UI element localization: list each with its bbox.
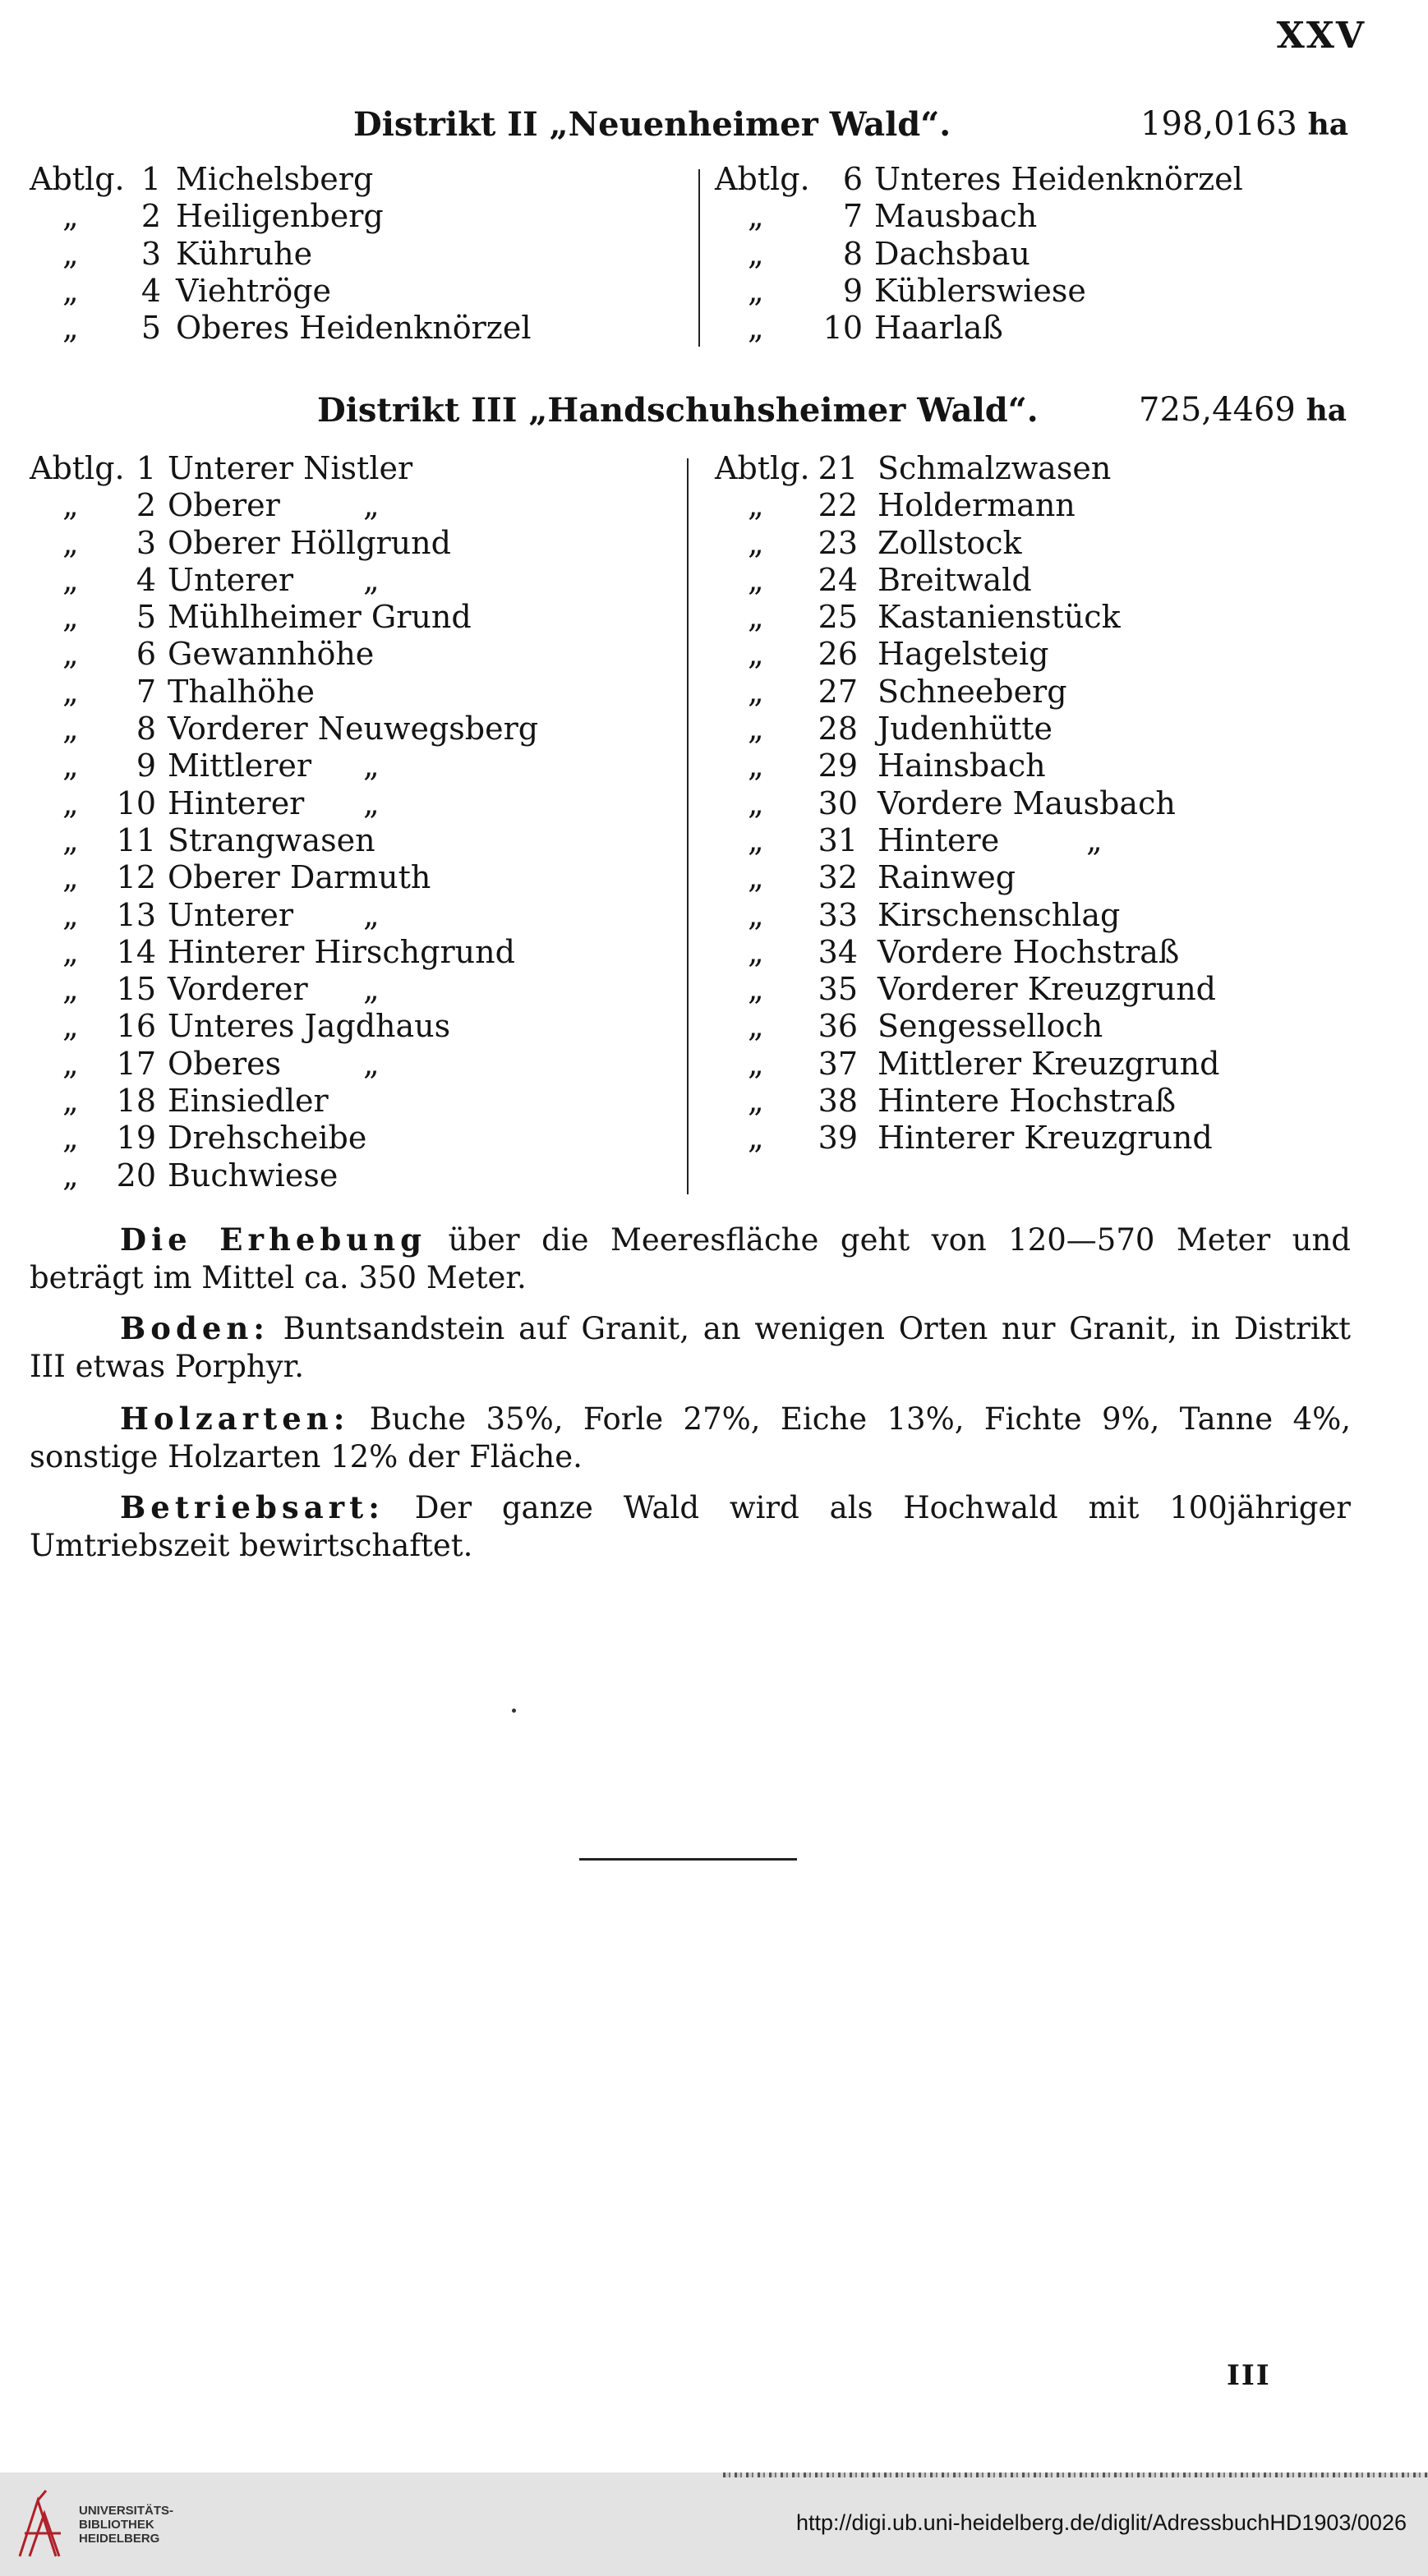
section-name: Holdermann <box>878 487 1076 524</box>
library-name: UNIVERSITÄTS- BIBLIOTHEK HEIDELBERG <box>79 2504 174 2546</box>
section-number: 8 <box>842 235 863 272</box>
row-prefix: „ <box>748 859 764 896</box>
source-url[interactable]: http://digi.ub.uni-heidelberg.de/diglit/AdressbuchHD1903/0026 <box>795 2510 1407 2535</box>
paragraph-wood-types: Holzarten: Buche 35%, Forle 27%, Eiche 13%, Fichte 9%, Tanne 4%, sonstige Holzarten 12% der Fläche. <box>30 1401 1351 1474</box>
section-row <box>30 1083 687 1120</box>
district-2-heading <box>0 105 1428 154</box>
section-name: Hinterer Kreuzgrund <box>878 1120 1213 1157</box>
section-row <box>30 1157 687 1194</box>
section-row <box>30 599 687 636</box>
section-name: Rainweg <box>878 859 1016 896</box>
row-prefix: „ <box>748 310 764 347</box>
section-row <box>715 971 1372 1008</box>
row-prefix: „ <box>748 524 764 561</box>
section-number: 3 <box>136 524 156 561</box>
row-prefix: „ <box>62 859 79 896</box>
section-row <box>30 934 687 971</box>
row-prefix: „ <box>62 821 79 858</box>
row-prefix: „ <box>62 310 79 347</box>
section-name: Breitwald <box>878 561 1032 598</box>
district-2-title: Distrikt II „Neuenheimer Wald“. <box>353 105 951 144</box>
section-number: 25 <box>818 599 858 636</box>
ditto-mark: „ <box>363 487 380 524</box>
section-name: Unteres Heidenknörzel <box>874 161 1243 197</box>
row-prefix: Abtlg. <box>30 161 125 197</box>
section-name: Zollstock <box>878 524 1022 561</box>
row-prefix: „ <box>748 748 764 784</box>
section-name: Vordere Hochstraß <box>878 933 1180 970</box>
section-row <box>30 785 687 822</box>
row-prefix: „ <box>748 673 764 710</box>
section-row <box>715 599 1372 636</box>
section-name: Kühruhe <box>176 235 313 272</box>
section-number: 2 <box>136 487 156 524</box>
row-prefix: „ <box>748 1083 764 1120</box>
section-number: 8 <box>136 711 156 748</box>
scan-edge <box>723 2472 1428 2477</box>
section-number: 6 <box>136 636 156 673</box>
section-number: 36 <box>818 1008 858 1045</box>
row-prefix: „ <box>748 971 764 1008</box>
section-name: Unterer Nistler <box>168 450 413 486</box>
section-number: 4 <box>140 272 161 309</box>
ditto-mark: „ <box>363 784 380 821</box>
section-number: 19 <box>116 1120 156 1157</box>
section-row <box>30 161 687 198</box>
row-prefix: „ <box>748 821 764 858</box>
section-number: 17 <box>116 1045 156 1082</box>
section-row <box>30 1046 687 1083</box>
section-row <box>715 1120 1372 1157</box>
section-number: 12 <box>116 859 156 896</box>
section-number: 24 <box>818 561 858 598</box>
row-prefix: „ <box>748 599 764 636</box>
section-number: 20 <box>116 1157 156 1194</box>
section-row <box>30 674 687 711</box>
section-name: Strangwasen <box>168 821 375 858</box>
row-prefix: „ <box>62 1008 79 1045</box>
section-number: 3 <box>140 235 161 272</box>
section-name: Hinterer <box>168 784 305 821</box>
section-row <box>715 487 1372 524</box>
section-number: 23 <box>818 524 858 561</box>
section-number: 31 <box>818 821 858 858</box>
section-name: Hagelsteig <box>878 636 1049 673</box>
row-prefix: „ <box>62 272 79 309</box>
section-name: Mühlheimer Grund <box>168 599 472 636</box>
section-row <box>715 748 1372 784</box>
section-row <box>715 525 1372 562</box>
section-name: Mittlerer <box>168 748 312 784</box>
section-name: Vorderer <box>168 971 308 1008</box>
section-row <box>715 785 1372 822</box>
section-number: 15 <box>116 971 156 1008</box>
section-name: Oberer Darmuth <box>168 859 431 896</box>
column-divider <box>687 458 689 1194</box>
section-name: Vordere Mausbach <box>878 784 1176 821</box>
page-number: XXV <box>1276 15 1366 57</box>
library-logo-icon <box>13 2484 85 2563</box>
section-row <box>30 748 687 784</box>
ditto-mark: „ <box>1086 821 1103 858</box>
section-number: 6 <box>842 161 863 197</box>
section-name: Gewannhöhe <box>168 636 375 673</box>
section-row <box>715 822 1372 859</box>
section-row <box>715 198 1372 235</box>
section-number: 7 <box>842 198 863 235</box>
row-prefix: „ <box>748 1008 764 1045</box>
row-prefix: „ <box>62 524 79 561</box>
section-number: 18 <box>116 1083 156 1120</box>
section-name: Buchwiese <box>168 1157 339 1194</box>
section-row <box>715 161 1372 198</box>
section-name: Oberer Höllgrund <box>168 524 451 561</box>
section-number: 33 <box>818 896 858 933</box>
section-number: 9 <box>136 748 156 784</box>
sheet-mark: III <box>1227 2359 1271 2392</box>
row-prefix: „ <box>748 711 764 748</box>
section-name: Oberes Heidenknörzel <box>176 310 532 347</box>
section-name: Oberes <box>168 1045 282 1082</box>
row-prefix: „ <box>62 784 79 821</box>
section-row <box>715 934 1372 971</box>
section-number: 1 <box>140 161 161 197</box>
row-prefix: „ <box>748 933 764 970</box>
section-number: 11 <box>116 821 156 858</box>
ditto-mark: „ <box>363 971 380 1008</box>
section-row <box>715 1008 1372 1045</box>
section-name: Dachsbau <box>874 235 1030 272</box>
row-prefix: „ <box>748 235 764 272</box>
section-number: 32 <box>818 859 858 896</box>
section-number: 9 <box>842 272 863 309</box>
section-name: Judenhütte <box>878 711 1053 748</box>
row-prefix: Abtlg. <box>715 161 810 197</box>
section-row <box>30 562 687 599</box>
section-row <box>30 822 687 859</box>
section-name: Unterer <box>168 561 294 598</box>
row-prefix: „ <box>62 1083 79 1120</box>
section-row <box>30 310 687 347</box>
section-row <box>30 236 687 273</box>
section-row <box>715 636 1372 673</box>
paragraph-soil: Boden: Buntsandstein auf Granit, an wenigen Orten nur Granit, in Distrikt III etwas Porphyr. <box>30 1310 1351 1384</box>
section-name: Haarlaß <box>874 310 1003 347</box>
section-row <box>30 525 687 562</box>
section-number: 1 <box>136 450 156 486</box>
row-prefix: „ <box>748 784 764 821</box>
section-row <box>715 450 1372 487</box>
row-prefix: „ <box>748 636 764 673</box>
section-number: 10 <box>822 310 863 347</box>
row-prefix: „ <box>62 561 79 598</box>
section-row <box>715 897 1372 934</box>
row-prefix: „ <box>62 599 79 636</box>
row-prefix: „ <box>748 561 764 598</box>
row-prefix: „ <box>62 198 79 235</box>
section-name: Michelsberg <box>176 161 374 197</box>
district-2-right-list <box>715 161 1372 347</box>
section-number: 16 <box>116 1008 156 1045</box>
section-number: 38 <box>818 1083 858 1120</box>
section-number: 10 <box>116 784 156 821</box>
row-prefix: „ <box>748 198 764 235</box>
section-row <box>715 236 1372 273</box>
section-row <box>30 450 687 487</box>
district-3-right-list <box>715 450 1372 1157</box>
row-prefix: „ <box>62 711 79 748</box>
row-prefix: „ <box>748 1120 764 1157</box>
ditto-mark: „ <box>363 748 380 784</box>
row-prefix: Abtlg. <box>30 450 125 486</box>
district-3-area: 725,4469 ha <box>1139 391 1347 429</box>
section-row <box>715 562 1372 599</box>
section-number: 27 <box>818 673 858 710</box>
section-row <box>30 711 687 748</box>
section-name: Kastanienstück <box>878 599 1121 636</box>
section-number: 39 <box>818 1120 858 1157</box>
section-name: Drehscheibe <box>168 1120 367 1157</box>
section-number: 30 <box>818 784 858 821</box>
section-name: Hintere <box>878 821 1000 858</box>
section-row <box>30 1008 687 1045</box>
row-prefix: „ <box>62 933 79 970</box>
row-prefix: „ <box>748 896 764 933</box>
section-row <box>715 1046 1372 1083</box>
section-row <box>30 487 687 524</box>
section-row <box>715 273 1372 310</box>
district-3-heading <box>0 391 1428 440</box>
district-2-area: 198,0163 ha <box>1140 105 1349 143</box>
section-row <box>715 711 1372 748</box>
section-name: Schmalzwasen <box>878 450 1112 486</box>
section-row <box>715 674 1372 711</box>
section-name: Sengesselloch <box>878 1008 1103 1045</box>
section-number: 28 <box>818 711 858 748</box>
district-3-left-list <box>30 450 687 1194</box>
section-name: Unteres Jagdhaus <box>168 1008 451 1045</box>
district-3-title: Distrikt III „Handschuhsheimer Wald“. <box>317 391 1039 430</box>
section-name: Unterer <box>168 896 294 933</box>
section-rule <box>579 1858 797 1861</box>
section-row <box>30 1120 687 1157</box>
section-number: 21 <box>818 450 858 486</box>
section-name: Oberer <box>168 487 280 524</box>
row-prefix: „ <box>62 896 79 933</box>
section-row <box>30 859 687 896</box>
row-prefix: „ <box>62 673 79 710</box>
row-prefix: „ <box>62 1120 79 1157</box>
section-row <box>715 310 1372 347</box>
section-number: 7 <box>136 673 156 710</box>
section-number: 2 <box>140 198 161 235</box>
section-name: Schneeberg <box>878 673 1067 710</box>
section-row <box>30 636 687 673</box>
section-name: Vorderer Kreuzgrund <box>878 971 1217 1008</box>
section-number: 34 <box>818 933 858 970</box>
section-name: Viehtröge <box>176 272 332 309</box>
section-name: Vorderer Neuwegsberg <box>168 711 539 748</box>
section-name: Hintere Hochstraß <box>878 1083 1177 1120</box>
section-name: Mittlerer Kreuzgrund <box>878 1045 1220 1082</box>
column-divider <box>698 169 700 347</box>
section-name: Hinterer Hirschgrund <box>168 933 515 970</box>
row-prefix: Abtlg. <box>715 450 810 486</box>
section-name: Hainsbach <box>878 748 1046 784</box>
section-number: 5 <box>140 310 161 347</box>
section-number: 13 <box>116 896 156 933</box>
row-prefix: „ <box>62 1045 79 1082</box>
section-row <box>30 273 687 310</box>
section-name: Mausbach <box>874 198 1038 235</box>
section-row <box>30 198 687 235</box>
row-prefix: „ <box>748 272 764 309</box>
row-prefix: „ <box>748 1045 764 1082</box>
section-name: Heiligenberg <box>176 198 384 235</box>
row-prefix: „ <box>62 487 79 524</box>
section-name: Küblerswiese <box>874 272 1086 309</box>
section-row <box>715 859 1372 896</box>
ditto-mark: „ <box>363 896 380 933</box>
section-number: 37 <box>818 1045 858 1082</box>
section-name: Kirschenschlag <box>878 896 1121 933</box>
section-number: 35 <box>818 971 858 1008</box>
ditto-mark: „ <box>363 1045 380 1082</box>
row-prefix: „ <box>62 1157 79 1194</box>
section-number: 5 <box>136 599 156 636</box>
section-name: Thalhöhe <box>168 673 315 710</box>
paragraph-management: Betriebsart: Der ganze Wald wird als Hochwald mit 100jähriger Umtriebszeit bewirtschaftet. <box>30 1489 1351 1563</box>
section-number: 22 <box>818 487 858 524</box>
speck <box>512 1709 516 1713</box>
section-number: 26 <box>818 636 858 673</box>
row-prefix: „ <box>62 636 79 673</box>
section-row <box>30 971 687 1008</box>
row-prefix: „ <box>62 971 79 1008</box>
section-name: Einsiedler <box>168 1083 329 1120</box>
section-row <box>715 1083 1372 1120</box>
section-number: 4 <box>136 561 156 598</box>
district-2-left-list <box>30 161 687 347</box>
ditto-mark: „ <box>363 561 380 598</box>
paragraph-elevation: Die Erhebung über die Meeresfläche geht von 120—570 Meter und beträgt im Mittel ca. 350 Meter. <box>30 1221 1351 1295</box>
section-number: 14 <box>116 933 156 970</box>
row-prefix: „ <box>62 235 79 272</box>
section-number: 29 <box>818 748 858 784</box>
digitization-footer <box>0 2472 1428 2576</box>
row-prefix: „ <box>62 748 79 784</box>
section-row <box>30 897 687 934</box>
row-prefix: „ <box>748 487 764 524</box>
